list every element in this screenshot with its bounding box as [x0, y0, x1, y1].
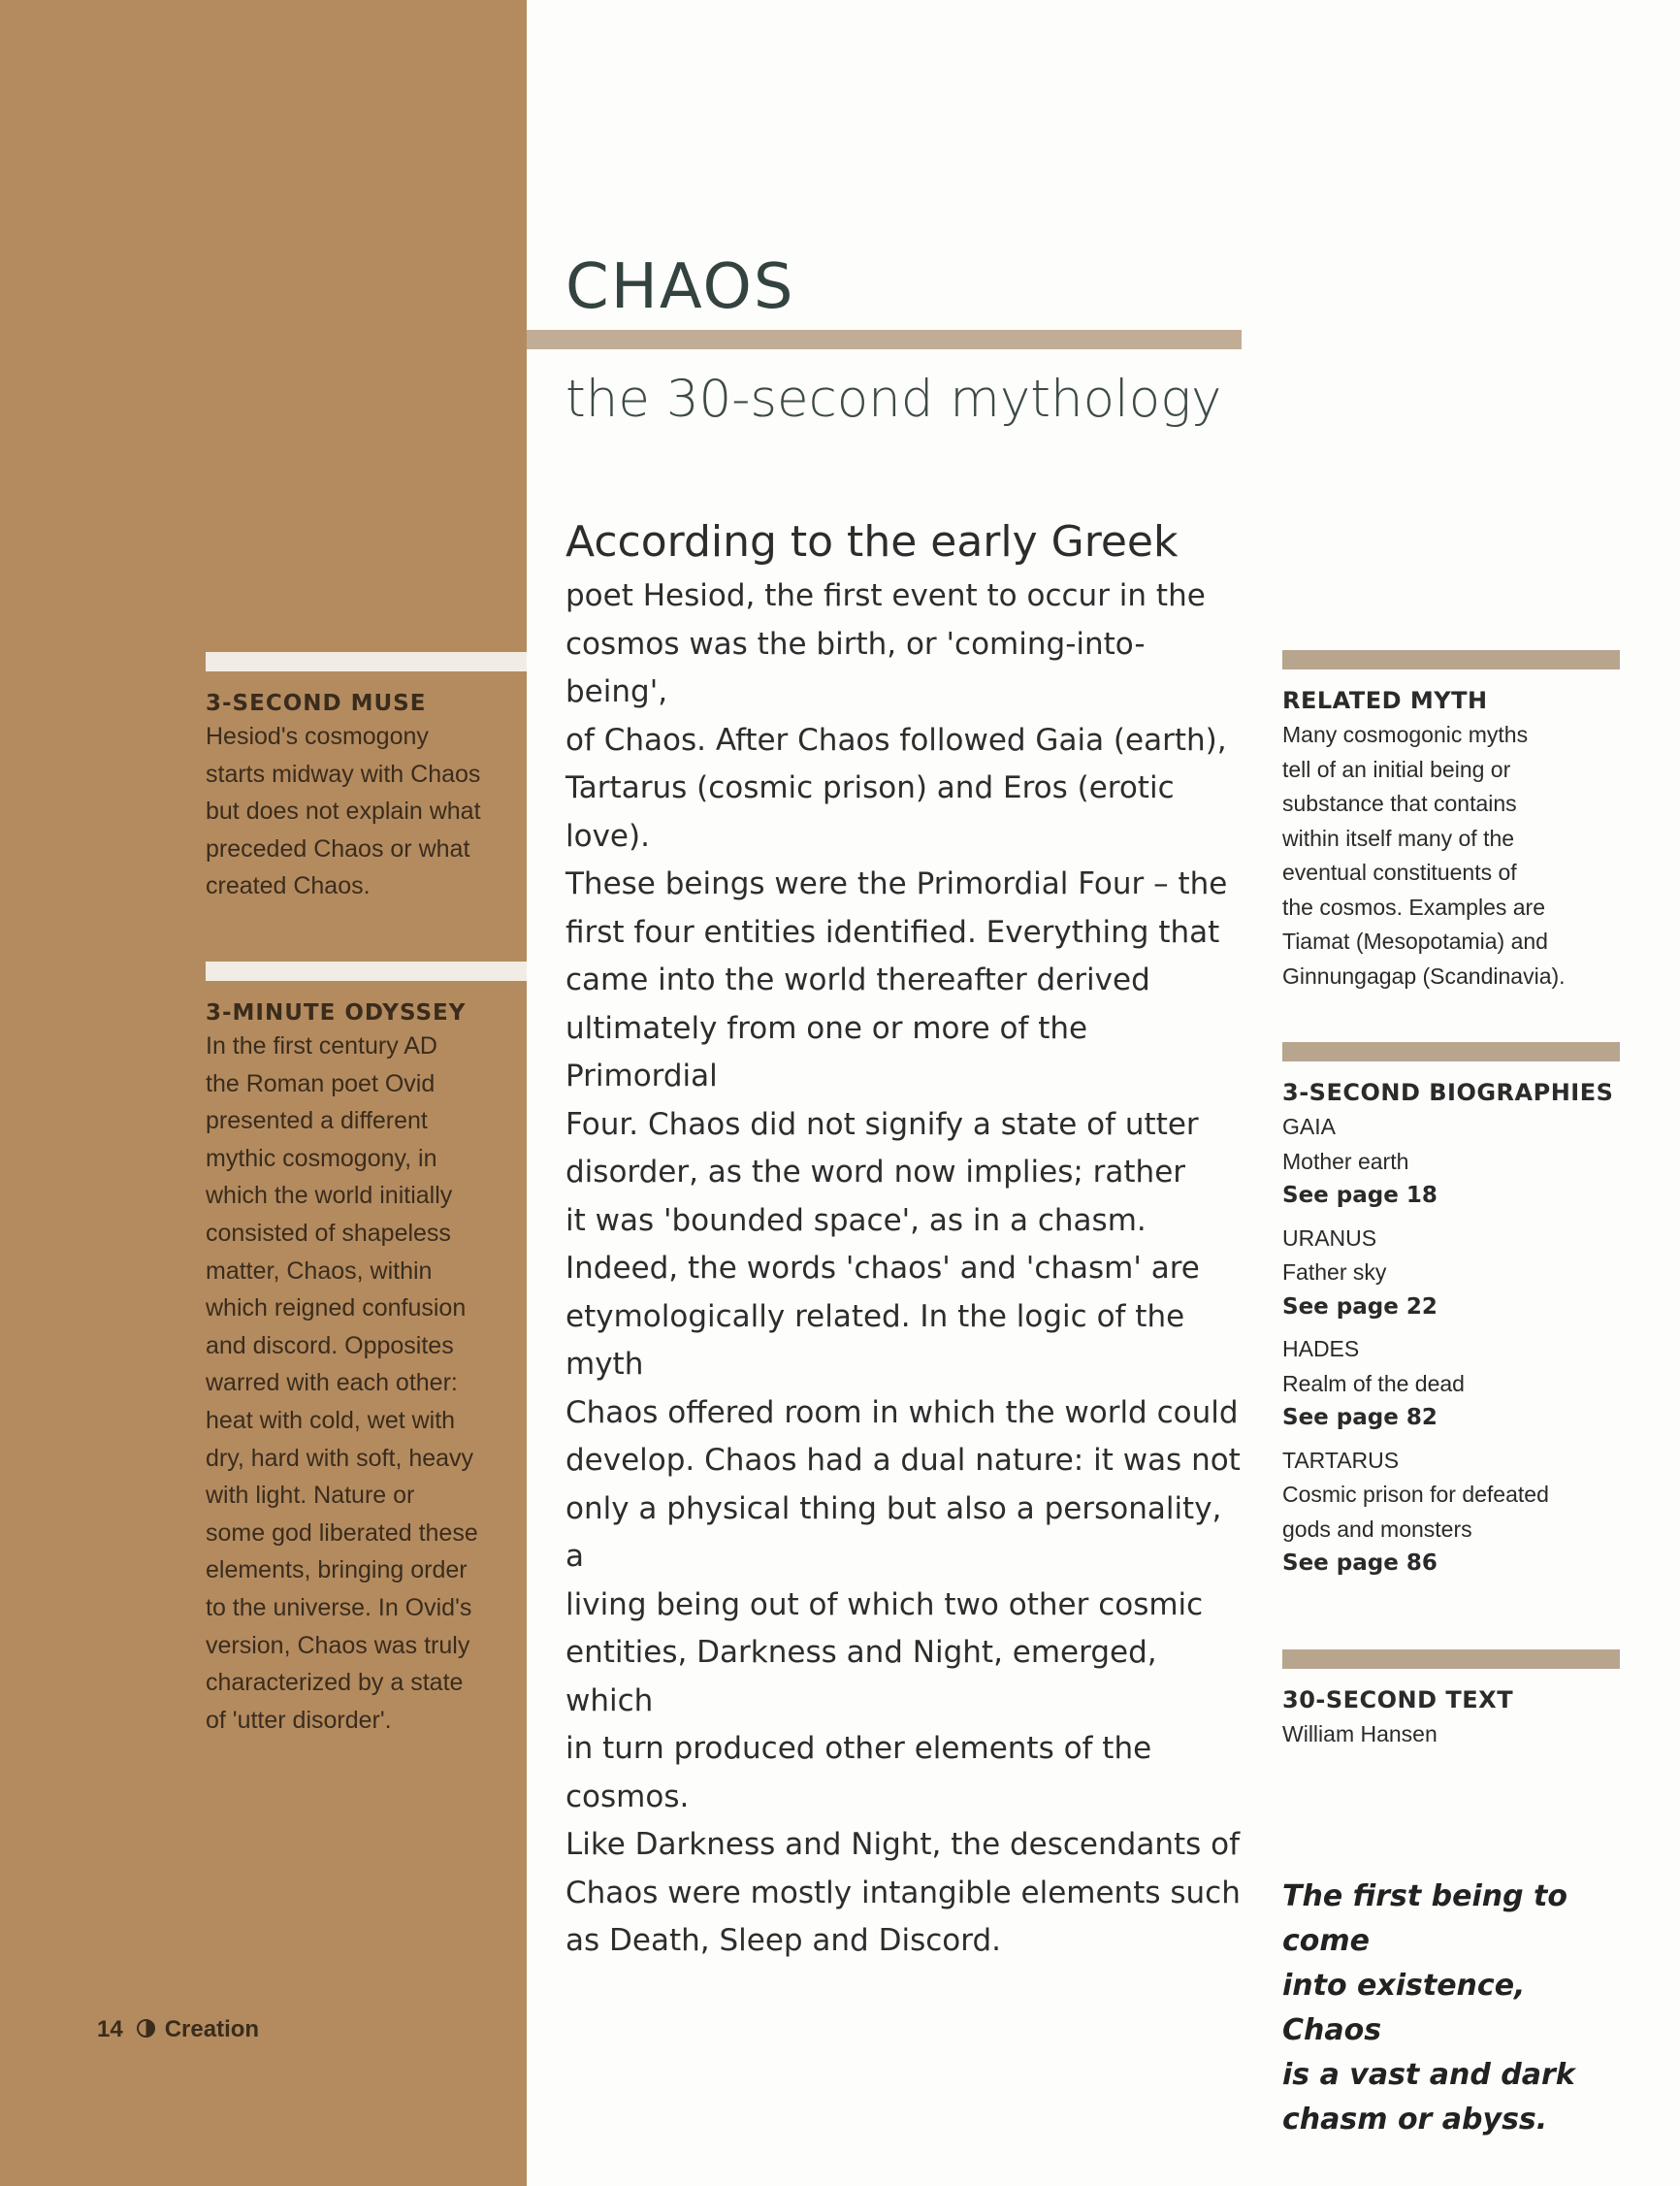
related-text: [1282, 718, 1620, 994]
body-text: [565, 572, 1244, 1966]
odyssey-line: of 'utter disorder'.: [206, 1706, 392, 1734]
odyssey-line: consisted of shapeless: [206, 1219, 451, 1247]
body-line: it was 'bounded space', as in a chasm.: [565, 1202, 1147, 1238]
related-line: substance that contains: [1282, 791, 1517, 816]
odyssey-line: elements, bringing order: [206, 1556, 468, 1584]
text-credit-rule: [1282, 1649, 1620, 1669]
sidebar-panel: [0, 0, 527, 2186]
muse-line: created Chaos.: [206, 872, 371, 900]
related-line: eventual constituents of: [1282, 860, 1517, 885]
body-line: These beings were the Primordial Four – the: [565, 866, 1228, 901]
odyssey-line: presented a different: [206, 1107, 428, 1135]
muse-heading: 3-SECOND MUSE: [206, 691, 427, 716]
related-line: Ginnungagap (Scandinavia).: [1282, 962, 1566, 989]
bio-name: HADES: [1282, 1336, 1360, 1361]
bio-desc: Realm of the dead: [1282, 1370, 1465, 1396]
bio-name: TARTARUS: [1282, 1447, 1400, 1473]
related-line: Tiamat (Mesopotamia) and: [1282, 929, 1548, 954]
related-myth: [1282, 687, 1620, 994]
odyssey-line: the Roman poet Ovid: [206, 1069, 436, 1097]
half-circle-icon: [137, 2019, 155, 2038]
related-line: within itself many of the: [1282, 825, 1515, 851]
odyssey-line: some god liberated these: [206, 1518, 478, 1547]
body-line: Four. Chaos did not signify a state of utter: [565, 1106, 1199, 1142]
body-line: only a physical thing but also a personality, a: [565, 1490, 1222, 1574]
related-line: Many cosmogonic myths: [1282, 722, 1529, 747]
bio-name: URANUS: [1282, 1224, 1377, 1251]
bio-page-ref: See page 18: [1282, 1183, 1438, 1208]
bio-name: GAIA: [1282, 1114, 1336, 1139]
tagline-line: chasm or abyss.: [1282, 2103, 1548, 2137]
body-line: cosmos was the birth, or 'coming-into-being',: [565, 626, 1146, 709]
body-line: entities, Darkness and Night, emerged, which: [565, 1635, 1157, 1718]
page-number: 14: [97, 2016, 123, 2042]
body-line: in turn produced other elements of the cosmos.: [565, 1731, 1152, 1814]
odyssey-line: mythic cosmogony, in: [206, 1144, 437, 1172]
body-line: of Chaos. After Chaos followed Gaia (earth),: [565, 722, 1227, 758]
text-credit-author: William Hansen: [1282, 1721, 1438, 1746]
odyssey-heading: 3-MINUTE ODYSSEY: [206, 1000, 467, 1026]
muse-line: starts midway with Chaos: [206, 760, 481, 788]
tagline-line: is a vast and dark: [1282, 2058, 1575, 2092]
odyssey-line: which the world initially: [206, 1182, 453, 1210]
odyssey-line: and discord. Opposites: [206, 1331, 454, 1359]
body-line: came into the world thereafter derived: [565, 962, 1150, 997]
biographies-rule: [1282, 1042, 1620, 1061]
page-footer: [97, 2016, 259, 2043]
three-second-muse: [206, 691, 497, 905]
body-line: Like Darkness and Night, the descendants of: [565, 1827, 1241, 1862]
muse-text: [206, 718, 497, 905]
three-second-biographies: [1282, 1079, 1620, 1582]
muse-line: but does not explain what: [206, 798, 481, 826]
bio-desc: Cosmic prison for defeated: [1282, 1482, 1549, 1507]
odyssey-line: matter, Chaos, within: [206, 1256, 433, 1285]
bio-page-ref: See page 86: [1282, 1550, 1438, 1576]
title-rule: [527, 330, 1242, 349]
bio-desc: Father sky: [1282, 1259, 1387, 1285]
related-line: the cosmos. Examples are: [1282, 894, 1546, 920]
body-line: ultimately from one or more of the Primordial: [565, 1010, 1088, 1093]
bio-entry: [1282, 1332, 1620, 1436]
related-line: tell of an initial being or: [1282, 756, 1511, 782]
body-line: Chaos offered room in which the world could: [565, 1394, 1239, 1430]
body-line: Indeed, the words 'chaos' and 'chasm' are: [565, 1251, 1200, 1286]
text-credit-heading: 30-SECOND TEXT: [1282, 1686, 1514, 1713]
odyssey-text: [206, 1028, 497, 1739]
thirty-second-text: [1282, 1686, 1620, 1752]
bio-desc: gods and monsters: [1282, 1516, 1472, 1542]
three-minute-odyssey: [206, 1000, 497, 1739]
tagline: [1282, 1875, 1632, 2142]
body-line: poet Hesiod, the first event to occur in the: [565, 578, 1206, 613]
muse-rule: [206, 652, 527, 671]
related-rule: [1282, 650, 1620, 669]
odyssey-rule: [206, 962, 527, 981]
bio-desc: Mother earth: [1282, 1148, 1409, 1174]
section-name: Creation: [164, 2016, 260, 2042]
tagline-line: The first being to come: [1282, 1879, 1567, 1958]
bio-entry: [1282, 1444, 1620, 1582]
odyssey-line: version, Chaos was truly: [206, 1631, 470, 1659]
body-line: as Death, Sleep and Discord.: [565, 1923, 1001, 1958]
odyssey-line: dry, hard with soft, heavy: [206, 1444, 474, 1472]
muse-line: Hesiod's cosmogony: [206, 723, 429, 750]
related-heading: RELATED MYTH: [1282, 687, 1488, 714]
body-line: Chaos were mostly intangible elements such: [565, 1875, 1241, 1910]
body-line: disorder, as the word now implies; rather: [565, 1155, 1186, 1190]
body-line: first four entities identified. Everything that: [565, 914, 1220, 950]
odyssey-line: heat with cold, wet with: [206, 1406, 456, 1434]
body-lead: According to the early Greek: [565, 517, 1179, 567]
body-line: develop. Chaos had a dual nature: it was not: [565, 1443, 1241, 1478]
body-line: living being out of which two other cosmic: [565, 1586, 1204, 1622]
bio-page-ref: See page 22: [1282, 1293, 1438, 1320]
body-line: etymologically related. In the logic of the myth: [565, 1298, 1185, 1382]
odyssey-line: which reigned confusion: [206, 1294, 467, 1322]
odyssey-line: warred with each other:: [206, 1369, 458, 1397]
bio-entry: [1282, 1222, 1620, 1325]
body-line: Tartarus (cosmic prison) and Eros (erotic love).: [565, 770, 1175, 854]
muse-line: preceded Chaos or what: [206, 834, 470, 863]
odyssey-line: to the universe. In Ovid's: [206, 1593, 472, 1621]
odyssey-line: characterized by a state: [206, 1669, 464, 1697]
page-subtitle: the 30-second mythology: [565, 370, 1222, 429]
bio-page-ref: See page 82: [1282, 1405, 1438, 1430]
bio-entry: [1282, 1110, 1620, 1214]
odyssey-line: In the first century AD: [206, 1032, 437, 1060]
tagline-line: into existence, Chaos: [1282, 1969, 1526, 2047]
page-title: CHAOS: [565, 251, 795, 323]
odyssey-line: with light. Nature or: [206, 1482, 415, 1510]
biographies-heading: 3-SECOND BIOGRAPHIES: [1282, 1079, 1614, 1106]
